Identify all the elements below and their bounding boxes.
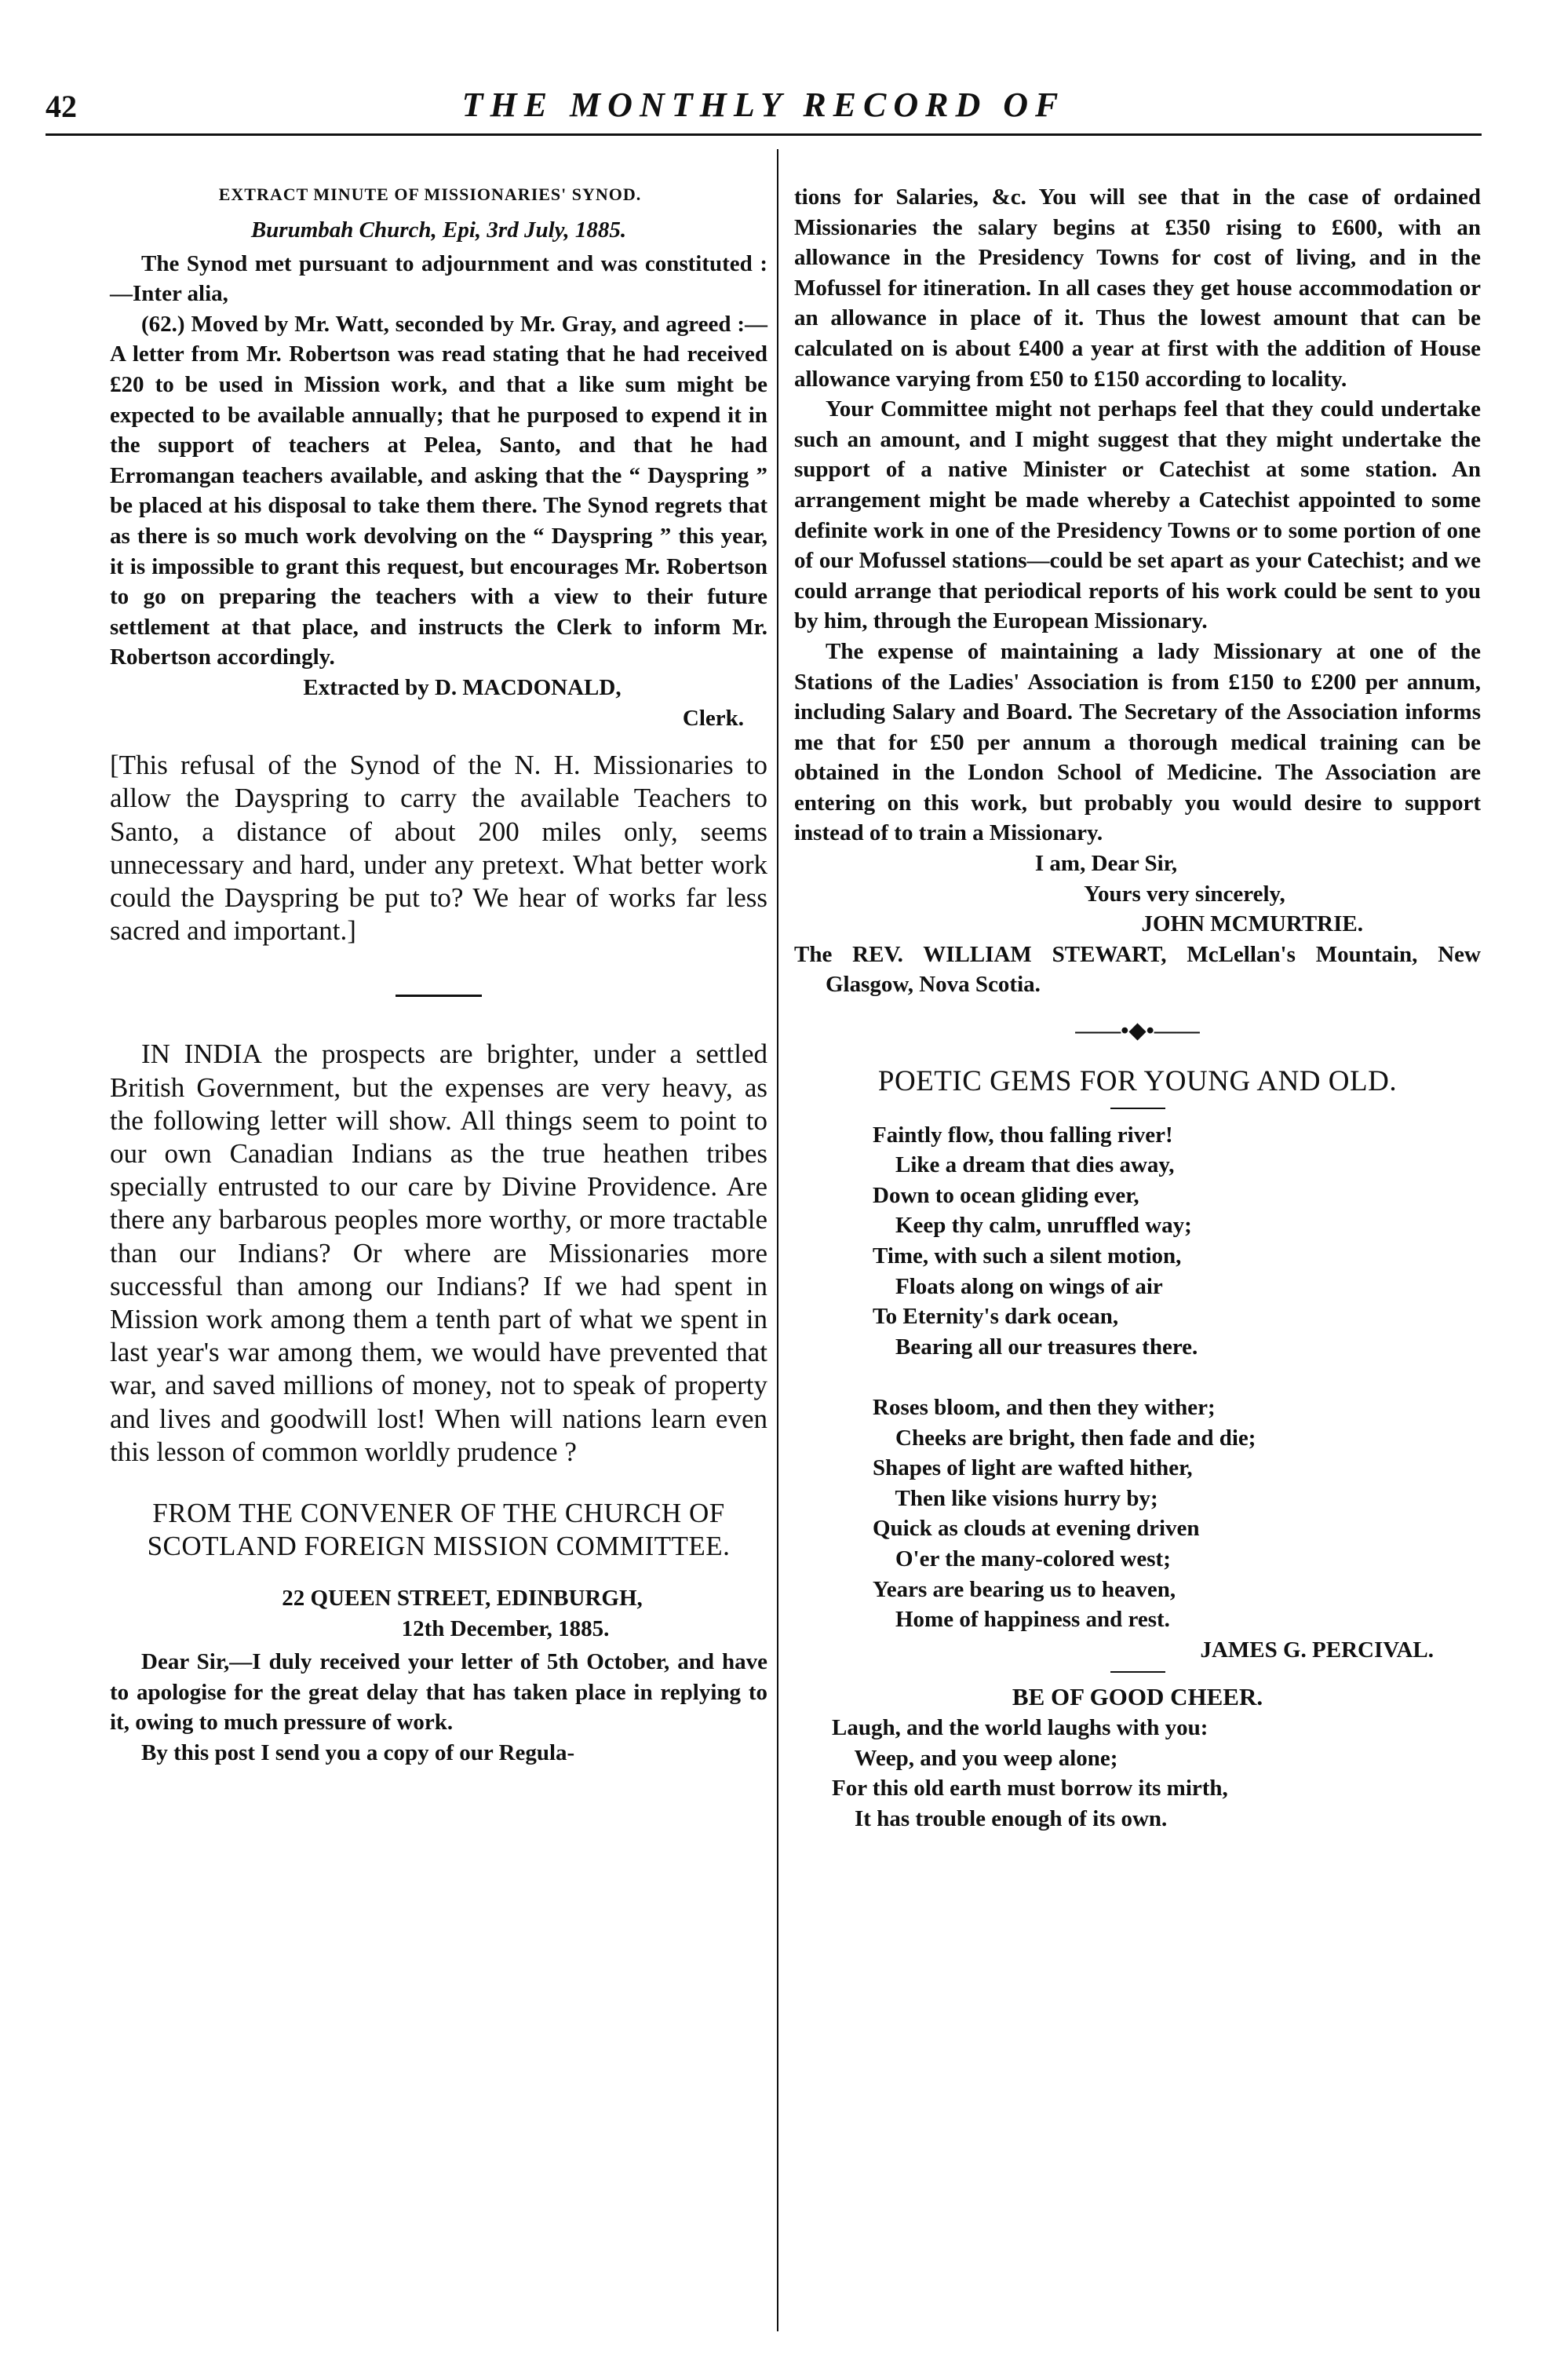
poem-line: Down to ocean gliding ever, bbox=[873, 1182, 1139, 1208]
poem-1-author: JAMES G. PERCIVAL. bbox=[1200, 1637, 1434, 1663]
extract-heading: EXTRACT MINUTE OF MISSIONARIES' SYNOD. bbox=[218, 184, 642, 204]
heading-rule bbox=[1110, 1108, 1165, 1109]
poem-2-title: BE OF GOOD CHEER. bbox=[1012, 1683, 1263, 1711]
letter-paragraph-3: The expense of maintaining a lady Missionary at one of the Stations of the Ladies' Association is from £150 to £200 per annum, including Salary and Board. The Secretary of the Association informs me that for £50 per annum a thorough medical training can be obtained in the London School of Medicine. The Association are entering on this work, but probably you would desire to support instead of to train a Missionary. bbox=[794, 638, 1481, 846]
address-line-1: 22 QUEEN STREET, EDINBURGH, bbox=[282, 1585, 643, 1611]
poem-line: Keep thy calm, unruffled way; bbox=[873, 1213, 1192, 1239]
right-column bbox=[794, 182, 1481, 1834]
closing-valediction: Yours very sincerely, bbox=[1084, 881, 1285, 907]
india-paragraph: IN INDIA the prospects are brighter, under a settled British Government, but the expenses are very heavy, as the following letter will show. All things seem to point to our own Canadian Indians as the true heathen tribes specially entrusted to our care by Divine Providence. Are there any barbarous peoples more worthy, or more tractable than our Indians? Or where are Missionaries more successful than among our Indians? If we had spent in Mission work among them a tenth part of what we spent in last year's war among them, we would have prevented that war, and saved millions of money, not to speak of property and lives and goodwill lost! When will nations learn even this lesson of common worldly prudence ? bbox=[110, 1039, 767, 1467]
poem-line: For this old earth must borrow its mirth, bbox=[832, 1776, 1228, 1801]
poem-line: To Eternity's dark ocean, bbox=[873, 1304, 1119, 1330]
letter-paragraph-1: tions for Salaries, &c. You will see that in the case of ordained Missionaries the salary begins at £350 rising to £600, with an allowance in the Presidency Towns for cost of living, and in the Mofussel for itineration. In all cases they get house accommodation or an allowance in place of it. Thus the lowest amount that can be calculated on is about £400 a year at first with the addition of House allowance varying from £50 to £150 according to locality. bbox=[794, 184, 1481, 392]
letter-opening: Dear Sir,—I duly received your letter of 5th October, and have to apologise for the great delay that has taken place in replying to it, owing to much pressure of work. bbox=[110, 1649, 767, 1736]
synod-paragraph-1: The Synod met pursuant to adjournment and was constituted :—Inter alia, bbox=[110, 250, 767, 307]
place-date: Burumbah Church, Epi, 3rd July, 1885. bbox=[250, 217, 627, 243]
poem-line: Faintly flow, thou falling river! bbox=[873, 1122, 1173, 1148]
editorial-note: [This refusal of the Synod of the N. H. Missionaries to allow the Dayspring to carry the available Teachers to Santo, a distance of about 200 miles only, seems unnecessary and hard, under any pretext. What better work could the Dayspring be put to? We hear of works far less sacred and important.] bbox=[110, 750, 767, 947]
letter-signature: JOHN MCMURTRIE. bbox=[1141, 911, 1363, 937]
ornament-divider: ——•◆•—— bbox=[1075, 1018, 1200, 1044]
poem-line: Bearing all our treasures there. bbox=[873, 1334, 1198, 1360]
poem-line: Floats along on wings of air bbox=[873, 1273, 1163, 1299]
poem-line: Quick as clouds at evening driven bbox=[873, 1516, 1200, 1542]
poem-line: Cheeks are bright, then fade and die; bbox=[873, 1425, 1256, 1451]
journal-title: THE MONTHLY RECORD OF bbox=[461, 86, 1066, 124]
poem-be-of-good-cheer bbox=[794, 1713, 1481, 1834]
running-head bbox=[46, 85, 1482, 127]
address-line-2: 12th December, 1885. bbox=[401, 1615, 610, 1641]
poem-line: Years are bearing us to heaven, bbox=[873, 1576, 1176, 1602]
column-divider bbox=[777, 149, 778, 2331]
poem-line: Weep, and you weep alone; bbox=[832, 1745, 1118, 1771]
header-rule bbox=[46, 133, 1482, 136]
poem-line bbox=[873, 1362, 1481, 1393]
poem-line: Roses bloom, and then they wither; bbox=[873, 1394, 1216, 1420]
section-separator bbox=[396, 995, 482, 997]
poem-line: Laugh, and the world laughs with you: bbox=[832, 1714, 1208, 1740]
poem-line: Then like visions hurry by; bbox=[873, 1485, 1158, 1511]
left-column bbox=[110, 182, 767, 1769]
letter-continuation: By this post I send you a copy of our Regula- bbox=[141, 1739, 575, 1765]
poem-line: Home of happiness and rest. bbox=[873, 1607, 1170, 1633]
clerk-signature: Clerk. bbox=[682, 705, 744, 731]
letter-paragraph-2: Your Committee might not perhaps feel that they could undertake such an amount, and I might suggest that they might undertake the support of a native Minister or Catechist at some station. An arrangement might be made whereby a Catechist appointed to some definite work in one of the Presidency Towns or to some portion of one of our Mofussel stations—could be set apart as your Catechist; and we could arrange that periodical reports of his work could be sent to you by him, through the European Missionary. bbox=[794, 396, 1481, 634]
poem-line: O'er the many-colored west; bbox=[873, 1546, 1171, 1571]
extracted-by: Extracted by D. MACDONALD, bbox=[303, 674, 622, 700]
synod-paragraph-2: (62.) Moved by Mr. Watt, seconded by Mr. Gray, and agreed :—A letter from Mr. Robertson was read stating that he had received £20 to be used in Mission work, and that a like sum might be expected to be available annually; that he purposed to expend it in the support of teachers at Pelea, Santo, and that he had Erromangan teachers available, and asking that the “ Dayspring ” be placed at his disposal to take them there. The Synod regrets that as there is so much work devolving on the “ Dayspring ” this year, it is impossible to grant this request, but encourages Mr. Robertson to go on preparing the teachers with a view to their future settlement at that place, and instructs the Clerk to inform Mr. Robertson accordingly. bbox=[110, 311, 767, 670]
closing-salutation: I am, Dear Sir, bbox=[1034, 851, 1178, 877]
letter-recipient: The REV. WILLIAM STEWART, McLellan's Mountain, New Glasgow, Nova Scotia. bbox=[794, 941, 1481, 998]
poem-line: Shapes of light are wafted hither, bbox=[873, 1455, 1193, 1481]
poetic-gems-heading: POETIC GEMS FOR YOUNG AND OLD. bbox=[877, 1064, 1398, 1097]
poem-line: It has trouble enough of its own. bbox=[832, 1805, 1168, 1831]
poem-line: Like a dream that dies away, bbox=[873, 1152, 1175, 1178]
poem-rule bbox=[1110, 1671, 1165, 1673]
convener-heading: FROM THE CONVENER OF THE CHURCH OF SCOTLAND FOREIGN MISSION COMMITTEE. bbox=[147, 1497, 731, 1561]
poem-line: Time, with such a silent motion, bbox=[873, 1243, 1182, 1268]
page-number: 42 bbox=[46, 89, 77, 124]
poem-faintly-flow bbox=[794, 1120, 1481, 1635]
